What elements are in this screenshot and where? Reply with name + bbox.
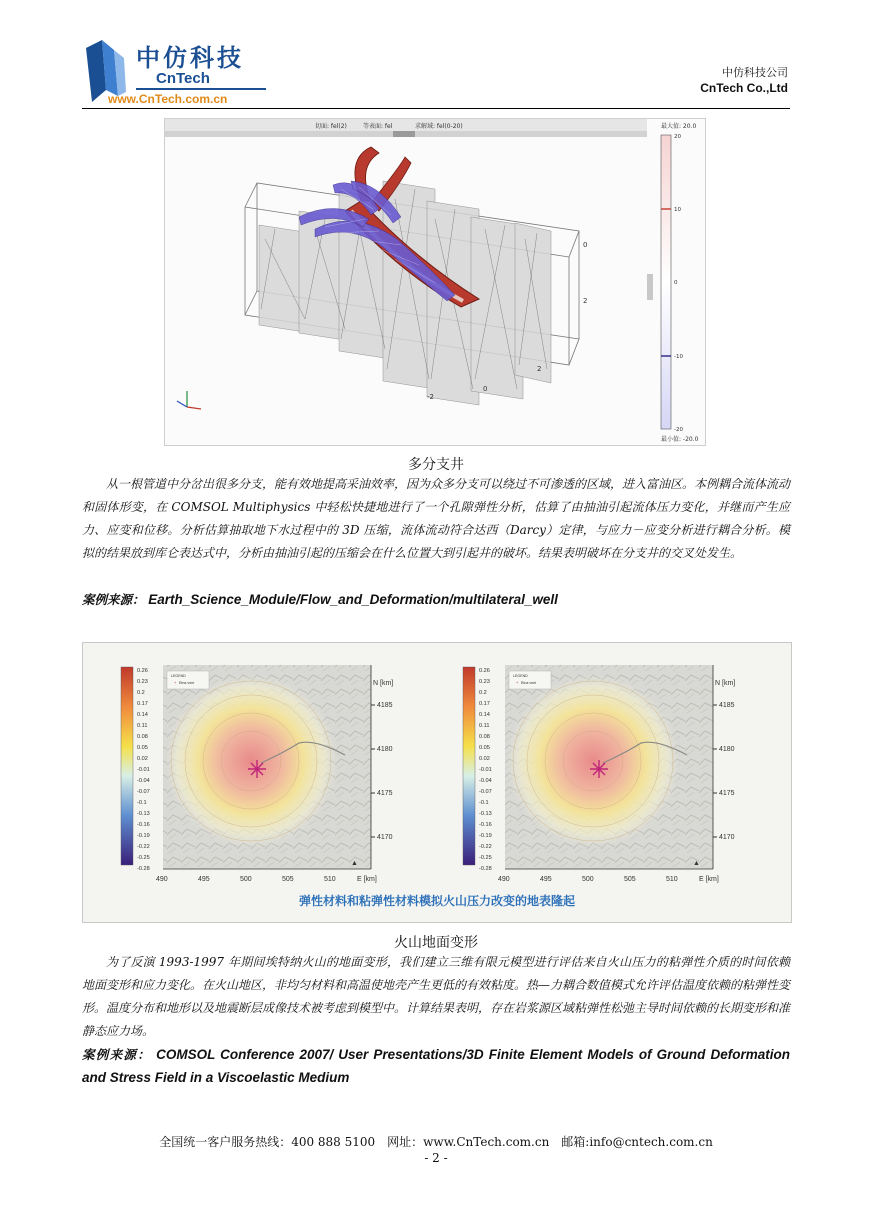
uplift-field — [163, 673, 339, 849]
n-tick: 4180 — [377, 746, 393, 753]
colorbar-label: -0.22 — [479, 844, 492, 850]
colorbar-label: -0.13 — [137, 811, 150, 817]
colorbar-label: 0.23 — [137, 679, 148, 685]
colorbar — [121, 667, 133, 865]
header-rule — [82, 108, 790, 109]
figure-banner: 弹性材料和粘弹性材料模拟火山压力改变的地表隆起 — [298, 894, 576, 908]
logo-underline — [136, 88, 266, 90]
case-source — [82, 588, 790, 611]
north-arrow-icon: ▲ — [351, 860, 358, 867]
colorbar-label: 0.08 — [137, 734, 148, 740]
colorbar-tick: -20 — [674, 427, 683, 433]
colorbar-label: -0.07 — [137, 789, 150, 795]
orientation-triad-icon — [177, 391, 201, 409]
header-company-en: CnTech Co.,Ltd — [700, 81, 788, 95]
body-paragraph: 为了反演 1993-1997 年期间埃特纳火山的地面变形，我们建立三维有限元模型进行评估来自火山压力的粘弹性介质的时间依赖地面变形和应力变化。在火山地区，非均匀材料和高温使地壳产生更低的有效粘度。热—力耦合数值模式允许评估温度依赖的粘弹性变形。温度分布和地形以及地震断层成像技术被考虑到模型中。计算结果表明，存在岩浆源区域粘弹性松弛主导时间依赖的长期变形和准静态应力场。 — [82, 955, 791, 1038]
n-tick: 4185 — [719, 702, 735, 709]
colorbar-label: -0.04 — [137, 778, 150, 784]
n-tick: 4175 — [377, 790, 393, 797]
toolbar-strip — [165, 119, 647, 131]
colorbar-min-label: 最小值: -20.0 — [661, 436, 699, 443]
n-axis-label: N [km] — [373, 680, 394, 687]
company-logo — [84, 36, 284, 108]
axis-tick: 2 — [537, 365, 542, 373]
axis-tick: 2 — [583, 297, 588, 305]
side-scroll-handle[interactable] — [647, 274, 653, 300]
volcano-map-elastic — [121, 665, 393, 883]
toolbar-item: 切面: fel(2) — [315, 123, 347, 130]
e-tick: 505 — [624, 876, 636, 883]
e-tick: 510 — [324, 876, 336, 883]
colorbar-tick: 10 — [674, 207, 681, 213]
colorbar-label: 0.05 — [137, 745, 148, 751]
logo-url: www.CnTech.com.cn — [108, 92, 228, 106]
figure-volcano-deformation — [82, 642, 792, 923]
figure-caption: 火山地面变形 — [394, 935, 478, 951]
toolbar-item: 求解域: fel(0-20) — [415, 123, 463, 130]
colorbar-label: -0.25 — [479, 855, 492, 861]
toolbar-item: 等表面: fel — [363, 123, 393, 130]
case-source-path: Earth_Science_Module/Flow_and_Deformation/multilateral_well — [148, 592, 558, 607]
colorbar-label: -0.19 — [137, 833, 150, 839]
figure-multilateral-well — [164, 118, 706, 446]
colorbar-label: -0.01 — [137, 767, 150, 773]
colorbar-label: -0.22 — [137, 844, 150, 850]
colorbar-tick: 20 — [674, 134, 681, 140]
colorbar-label: 0.11 — [137, 723, 148, 729]
mesh-slices — [259, 181, 551, 405]
colorbar-label: 0.26 — [137, 668, 148, 674]
e-tick: 505 — [282, 876, 294, 883]
slider-handle[interactable] — [393, 131, 415, 137]
colorbar-label: -0.28 — [137, 866, 150, 872]
axis-tick: -2 — [427, 393, 434, 401]
e-axis-label: E [km] — [357, 876, 377, 883]
n-tick: 4170 — [719, 834, 735, 841]
colorbar-label: 0.17 — [479, 701, 490, 707]
e-tick: 495 — [198, 876, 210, 883]
e-axis-label: E [km] — [699, 876, 719, 883]
logo-chinese-name: 中仿科技 — [136, 44, 244, 72]
colorbar-label: 0.17 — [137, 701, 148, 707]
colorbar-label: 0.2 — [479, 690, 487, 696]
e-tick: 500 — [582, 876, 594, 883]
volcano-map-viscoelastic — [463, 665, 735, 883]
colorbar-label: 0.11 — [479, 723, 490, 729]
volcano-maps — [83, 643, 791, 922]
colorbar-label: 0.05 — [479, 745, 490, 751]
case-source-label: 案例来源： — [82, 1047, 152, 1062]
colorbar-label: 0.02 — [137, 756, 148, 762]
n-axis-label: N [km] — [715, 680, 736, 687]
legend-title: LEGEND — [513, 674, 528, 678]
north-arrow-icon: ▲ — [693, 860, 700, 867]
e-tick: 490 — [498, 876, 510, 883]
colorbar-label: -0.01 — [479, 767, 492, 773]
colorbar-max-label: 最大值: 20.0 — [661, 123, 697, 130]
header-company-cn: 中仿科技公司 — [722, 66, 788, 79]
case-source-path: COMSOL Conference 2007/ User Presentations/3D Finite Element Models of Ground Deformation and Stress Field in a Viscoelastic Medium — [82, 1047, 790, 1085]
colorbar-tick: -10 — [674, 354, 683, 360]
colorbar-label: 0.08 — [479, 734, 490, 740]
colorbar-label: -0.04 — [479, 778, 492, 784]
case-source-label: 案例来源： — [82, 592, 145, 607]
n-tick: 4180 — [719, 746, 735, 753]
legend-title: LEGEND — [171, 674, 186, 678]
colorbar-label: 0.14 — [479, 712, 490, 718]
legend-item: Etna vent — [521, 681, 537, 685]
colorbar-tick: 0 — [674, 280, 678, 286]
body-paragraph: 从一根管道中分岔出很多分支，能有效地提高采油效率，因为众多分支可以绕过不可渗透的区域，进入富油区。本例耦合流体流动和固体形变，在 COMSOL Multiphysics 中轻松快捷地进行了一个孔隙弹性分析，估算了由抽油引起流体压力变化，并继而产生应力、应变和位移。分析估算抽取地下水过程中的 3D 压缩，流体流动符合达西（Darcy）定律，与应力－应变分析进行耦合分析。模拟的结果放到库仑表达式中，分析由抽油引起的压缩会在什么位置大到引起井的破坏。结果表明破坏在分支井的交叉处发生。 — [82, 477, 791, 560]
colorbar — [463, 667, 475, 865]
colorbar-label: -0.25 — [137, 855, 150, 861]
n-tick: 4185 — [377, 702, 393, 709]
e-tick: 510 — [666, 876, 678, 883]
e-tick: 490 — [156, 876, 168, 883]
n-tick: 4175 — [719, 790, 735, 797]
colorbar — [661, 135, 671, 429]
colorbar-label: -0.07 — [479, 789, 492, 795]
colorbar-label: -0.28 — [479, 866, 492, 872]
colorbar-label: -0.16 — [137, 822, 150, 828]
legend-item: Etna vent — [179, 681, 195, 685]
n-tick: 4170 — [377, 834, 393, 841]
well-render — [165, 119, 705, 445]
legend-marker-icon: + — [516, 680, 519, 685]
e-tick: 495 — [540, 876, 552, 883]
colorbar-label: 0.2 — [137, 690, 145, 696]
figure-caption: 多分支井 — [408, 457, 464, 473]
axis-tick: 0 — [583, 241, 588, 249]
colorbar-label: -0.1 — [137, 800, 147, 806]
colorbar-label: 0.14 — [137, 712, 148, 718]
colorbar-label: 0.23 — [479, 679, 490, 685]
uplift-field — [505, 673, 681, 849]
logo-english-name: CnTech — [156, 70, 210, 87]
colorbar-label: 0.26 — [479, 668, 490, 674]
colorbar-label: -0.13 — [479, 811, 492, 817]
colorbar-label: -0.1 — [479, 800, 489, 806]
page-number: - 2 - — [424, 1151, 448, 1165]
colorbar-label: -0.19 — [479, 833, 492, 839]
colorbar-label: 0.02 — [479, 756, 490, 762]
legend-marker-icon: + — [174, 680, 177, 685]
case-source — [82, 1043, 790, 1089]
footer-contact: 全国统一客户服务热线：400 888 5100 网址：www.CnTech.com.cn 邮箱:info@cntech.com.cn — [159, 1135, 713, 1149]
colorbar-label: -0.16 — [479, 822, 492, 828]
axis-tick: 0 — [483, 385, 488, 393]
e-tick: 500 — [240, 876, 252, 883]
